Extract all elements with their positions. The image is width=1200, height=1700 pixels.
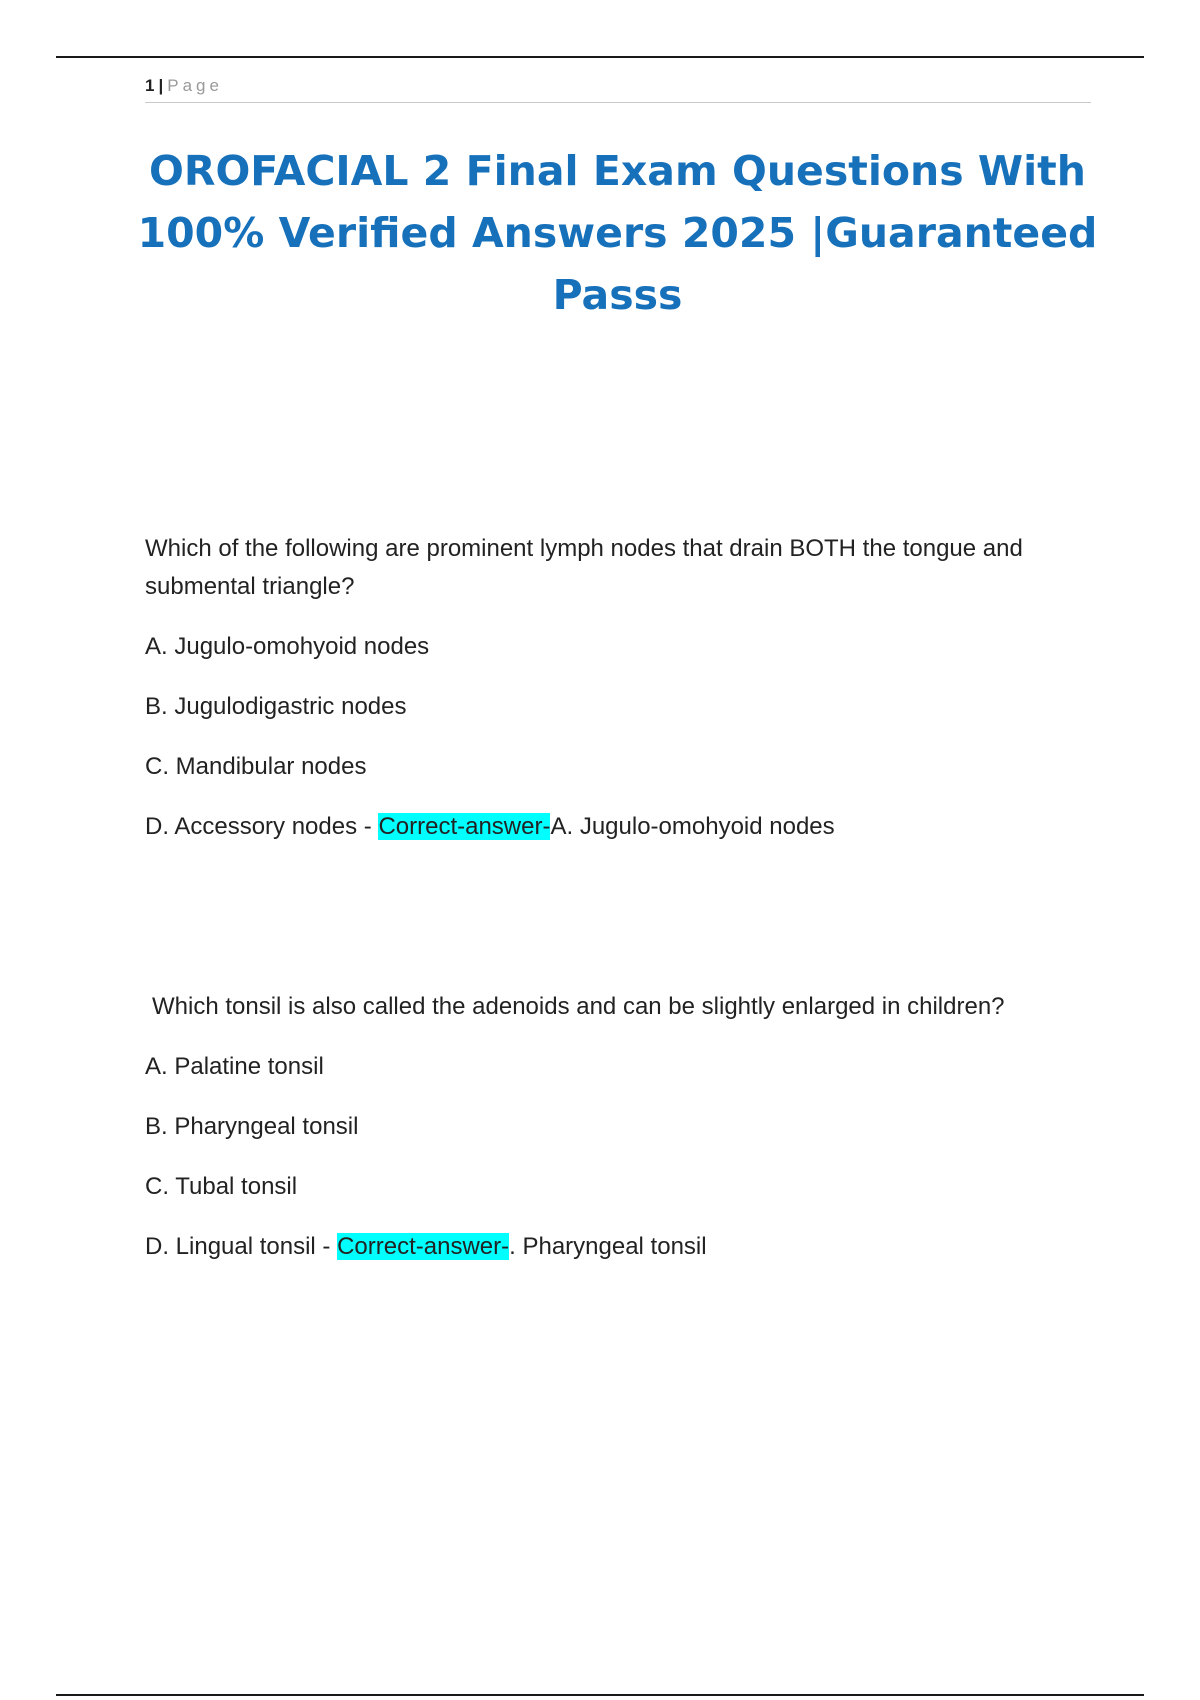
answer-option: A. Jugulo-omohyoid nodes — [145, 633, 430, 660]
question-text: Which of the following are prominent lymph nodes that drain BOTH the tongue and submental triangle? — [145, 535, 1023, 600]
correct-answer-text: . Pharyngeal tonsil — [509, 1233, 707, 1260]
answer-option-with-answer — [145, 1228, 1105, 1266]
bottom-page-rule — [56, 1694, 1144, 1696]
answer-option: A. Palatine tonsil — [145, 1053, 324, 1080]
answer-option-text: D. Accessory nodes - — [145, 813, 379, 840]
top-page-rule — [56, 56, 1144, 58]
document-title: OROFACIAL 2 Final Exam Questions With 100% Verified Answers 2025 |Guaranteed Passs — [137, 147, 1098, 319]
answer-option: C. Mandibular nodes — [145, 753, 367, 780]
answer-option-text: D. Lingual tonsil - — [145, 1233, 338, 1260]
correct-answer-marker: Correct-answer- — [378, 813, 551, 840]
question-block — [145, 988, 1105, 1288]
page-number: 1 — [145, 76, 155, 95]
question-text: Which tonsil is also called the adenoids and can be slightly enlarged in children? — [152, 993, 1005, 1020]
answer-option: C. Tubal tonsil — [145, 1173, 298, 1200]
answer-option: B. Jugulodigastric nodes — [145, 693, 407, 720]
correct-answer-marker: Correct-answer- — [337, 1233, 510, 1260]
page-header — [145, 74, 1091, 103]
answer-option: B. Pharyngeal tonsil — [145, 1113, 359, 1140]
question-block — [145, 530, 1105, 868]
correct-answer-text: A. Jugulo-omohyoid nodes — [550, 813, 835, 840]
page-label: Page — [167, 76, 223, 95]
answer-option-with-answer — [145, 808, 1105, 846]
page-separator: | — [158, 76, 164, 95]
